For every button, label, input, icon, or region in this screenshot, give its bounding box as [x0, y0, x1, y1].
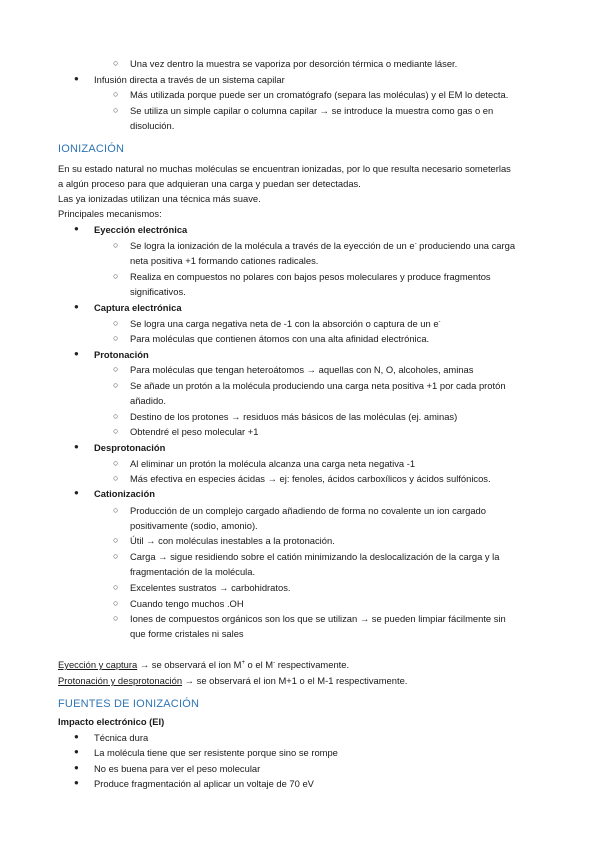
list-item: Iones de compuestos orgánicos son los que se utilizan → se pueden limpiar fácilmente sin	[130, 613, 506, 624]
underlined-text: Eyección y captura	[58, 659, 138, 670]
paragraph: En su estado natural no muchas moléculas se encuentran ionizadas, por lo que resulta necesario someterlas	[58, 163, 511, 174]
text-run: → se observará el ion M	[137, 659, 242, 670]
list-item-continuation: añadido.	[130, 395, 166, 406]
mechanism-title: Protonación	[94, 349, 149, 360]
circle-bullet-icon: ○	[113, 318, 119, 328]
circle-bullet-icon: ○	[113, 426, 119, 436]
circle-bullet-icon: ○	[113, 505, 119, 515]
dot-bullet-icon: ●	[74, 488, 79, 497]
list-item-continuation: neta positiva +1 formando cationes radicales.	[130, 255, 319, 266]
dot-bullet-icon: ●	[74, 302, 79, 311]
list-item: Más utilizada porque puede ser un cromatógrafo (separa las moléculas) y el EM lo detecta.	[130, 89, 509, 100]
circle-bullet-icon: ○	[113, 271, 119, 281]
text-run: o el M	[244, 659, 274, 670]
circle-bullet-icon: ○	[113, 58, 119, 68]
superscript: +	[241, 660, 245, 666]
list-item-continuation: fragmentación de la molécula.	[130, 566, 256, 577]
list-item: Se utiliza un simple capilar o columna capilar → se introduce la muestra como gas o en	[130, 105, 494, 116]
dot-bullet-icon: ●	[74, 732, 79, 741]
dot-bullet-icon: ●	[74, 224, 79, 233]
list-item: Destino de los protones → residuos más básicos de las moléculas (ej. aminas)	[130, 411, 458, 422]
circle-bullet-icon: ○	[113, 240, 119, 250]
list-item: Producción de un complejo cargado añadiendo de forma no covalente un ion cargado	[130, 505, 486, 516]
dot-bullet-icon: ●	[74, 442, 79, 451]
list-item-continuation: que forme cristales ni sales	[130, 628, 244, 639]
mechanism-title: Desprotonación	[94, 442, 166, 453]
list-item	[130, 318, 441, 330]
list-item: Se añade un protón a la molécula produciendo una carga neta positiva +1 por cada protón	[130, 380, 506, 391]
dot-bullet-icon: ●	[74, 763, 79, 772]
list-item: Para moléculas que tengan heteroátomos → aquellas con N, O, alcoholes, aminas	[130, 364, 474, 375]
list-item: Más efectiva en especies ácidas → ej: fenoles, ácidos carboxílicos y ácidos sulfónicos.	[130, 473, 491, 484]
note-line	[58, 675, 407, 687]
circle-bullet-icon: ○	[113, 333, 119, 343]
list-item: Una vez dentro la muestra se vaporiza por desorción térmica o mediante láser.	[130, 58, 458, 69]
superscript: -	[273, 660, 276, 666]
circle-bullet-icon: ○	[113, 89, 119, 99]
circle-bullet-icon: ○	[113, 598, 119, 608]
list-item-continuation: significativos.	[130, 286, 186, 297]
circle-bullet-icon: ○	[113, 105, 119, 115]
text-run: Se logra una carga negativa neta de -1 con la absorción o captura de un e	[130, 318, 439, 329]
paragraph: Principales mecanismos:	[58, 208, 162, 219]
list-item: Produce fragmentación al aplicar un voltaje de 70 eV	[94, 778, 314, 789]
circle-bullet-icon: ○	[113, 582, 119, 592]
paragraph: Las ya ionizadas utilizan una técnica más suave.	[58, 193, 261, 204]
subheading: Impacto electrónico (EI)	[58, 716, 165, 727]
circle-bullet-icon: ○	[113, 458, 119, 468]
superscript: -	[414, 241, 417, 247]
list-item: Obtendré el peso molecular +1	[130, 426, 259, 437]
circle-bullet-icon: ○	[113, 535, 119, 545]
text-run: produciendo una carga	[416, 240, 516, 251]
list-item: Excelentes sustratos → carbohidratos.	[130, 582, 291, 593]
list-item	[130, 240, 515, 252]
dot-bullet-icon: ●	[74, 74, 79, 83]
underlined-text: Protonación y desprotonación	[58, 675, 183, 686]
dot-bullet-icon: ●	[74, 747, 79, 756]
circle-bullet-icon: ○	[113, 364, 119, 374]
circle-bullet-icon: ○	[113, 411, 119, 421]
list-item: No es buena para ver el peso molecular	[94, 763, 261, 774]
section-heading-fuentes: FUENTES DE IONIZACIÓN	[58, 698, 200, 710]
text-run: respectivamente.	[275, 659, 350, 670]
circle-bullet-icon: ○	[113, 551, 119, 561]
text-run: → se observará el ion M+1 o el M-1 respectivamente.	[182, 675, 408, 686]
note-line	[58, 659, 349, 671]
list-item-continuation: positivamente (sodio, amonio).	[130, 520, 258, 531]
circle-bullet-icon: ○	[113, 473, 119, 483]
mechanism-title: Eyección electrónica	[94, 224, 188, 235]
list-item: Al eliminar un protón la molécula alcanza una carga neta negativa -1	[130, 458, 416, 469]
mechanism-title: Captura electrónica	[94, 302, 182, 313]
list-item: Técnica dura	[94, 732, 149, 743]
list-item-continuation: disolución.	[130, 120, 175, 131]
circle-bullet-icon: ○	[113, 380, 119, 390]
dot-bullet-icon: ●	[74, 349, 79, 358]
section-heading-ionizacion: IONIZACIÓN	[58, 143, 125, 155]
superscript: -	[438, 319, 441, 325]
list-item: Útil → con moléculas inestables a la protonación.	[130, 535, 335, 546]
list-item: Cuando tengo muchos .OH	[130, 598, 244, 609]
text-run: Se logra la ionización de la molécula a través de la eyección de un e	[130, 240, 415, 251]
list-item: Carga → sigue residiendo sobre el catión minimizando la deslocalización de la carga y la	[130, 551, 500, 562]
mechanism-title: Cationización	[94, 488, 155, 499]
list-item: Realiza en compuestos no polares con bajos pesos moleculares y produce fragmentos	[130, 271, 491, 282]
paragraph: a algún proceso para que adquieran una carga y puedan ser detectadas.	[58, 178, 361, 189]
circle-bullet-icon: ○	[113, 613, 119, 623]
dot-bullet-icon: ●	[74, 778, 79, 787]
list-item: Para moléculas que contienen átomos con una alta afinidad electrónica.	[130, 333, 430, 344]
list-item: La molécula tiene que ser resistente porque sino se rompe	[94, 747, 338, 758]
list-item: Infusión directa a través de un sistema capilar	[94, 74, 285, 85]
